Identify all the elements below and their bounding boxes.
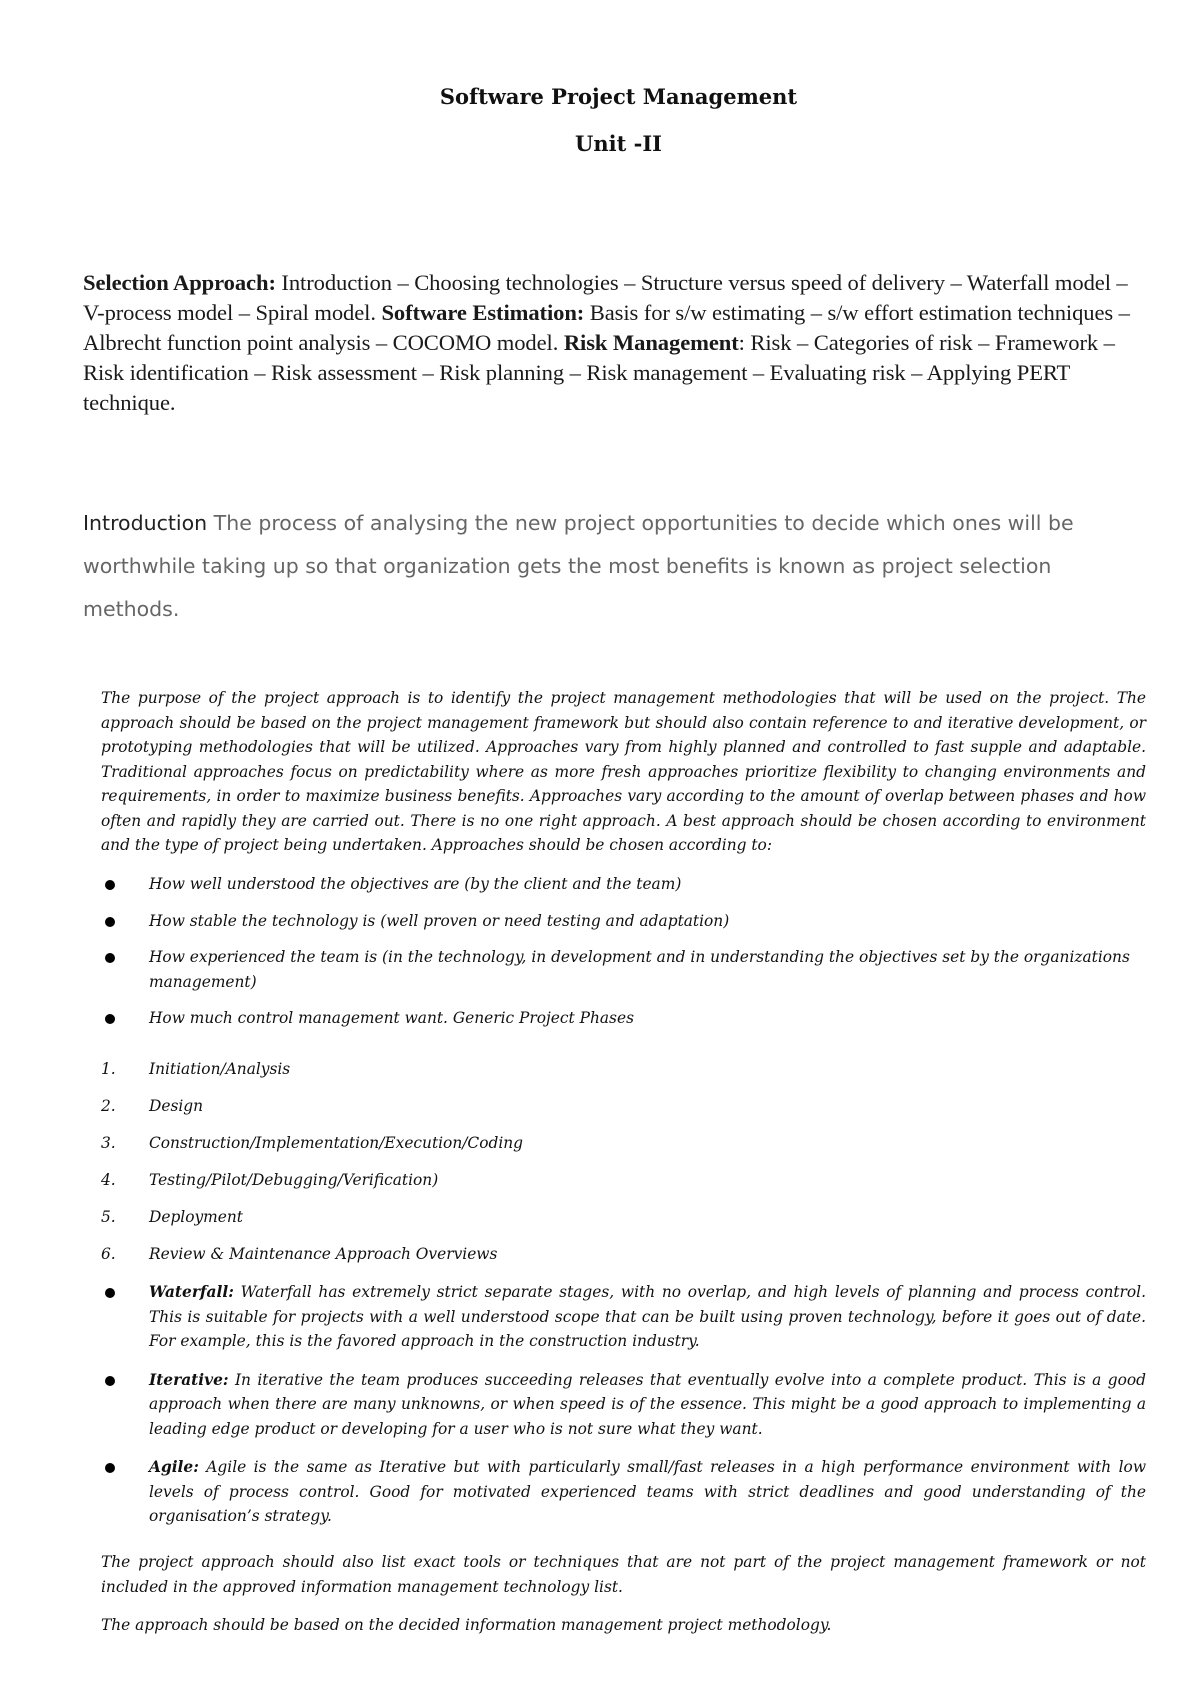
approach-text: Waterfall has extremely strict separate stages, with no overlap, and high levels of planning and process control. This is suitable for projects with a well understood scope that can be built using proven technology, before it goes out of date. For example, this is the favored approach in the construction industry. (149, 1283, 1146, 1350)
approaches-list (101, 1280, 1146, 1543)
phase-text: Testing/Pilot/Debugging/Verification) (149, 1171, 439, 1189)
approach-label-waterfall: Waterfall: (149, 1283, 234, 1301)
list-item (101, 1168, 1146, 1205)
phase-text: Design (149, 1097, 204, 1115)
bullet-icon (105, 880, 115, 890)
phase-number: 1. (101, 1060, 116, 1078)
phase-text: Deployment (149, 1208, 243, 1226)
phase-number: 3. (101, 1134, 116, 1152)
criteria-list (101, 872, 1146, 1043)
closing-paragraph: The project approach should also list exact tools or techniques that are not part of the project management framework or not included in the approved information management technology list. (101, 1553, 1146, 1596)
introduction-lead: Introduction (83, 511, 208, 535)
phase-text: Review & Maintenance Approach Overviews (149, 1245, 498, 1263)
unit-heading: Unit -II (575, 131, 662, 156)
closing-paragraph: The approach should be based on the decided information management project methodology. (101, 1616, 832, 1634)
syllabus-text-risk: : Risk – Categories of risk – Framework – Risk identification – Risk assessment – Risk planning – Risk management – Evaluating risk – Applying PERT technique. (83, 330, 1115, 415)
syllabus-paragraph (83, 268, 1143, 418)
list-item (101, 909, 1146, 934)
list-item (101, 1131, 1146, 1168)
phase-number: 2. (101, 1097, 116, 1115)
phase-number: 6. (101, 1245, 116, 1263)
list-item (101, 1094, 1146, 1131)
introduction-paragraph (83, 502, 1138, 631)
list-item (101, 1455, 1146, 1529)
introduction-text: The process of analysing the new project opportunities to decide which ones will be worthwhile taking up so that organization gets the most benefits is known as project selection methods. (83, 511, 1074, 621)
criteria-text: How experienced the team is (in the technology, in development and in understanding the objectives set by the organizations management) (149, 948, 1130, 991)
phases-list (101, 1057, 1146, 1279)
approach-text: In iterative the team produces succeeding releases that eventually evolve into a complete product. This is a good approach when there are many unknowns, or when speed is of the essence. This might be a good approach to implementing a leading edge product or developing for a user who is not sure what they want. (149, 1370, 1146, 1438)
document-title: Software Project Management (439, 84, 798, 109)
bullet-icon (105, 1463, 115, 1473)
bullet-icon (105, 1376, 115, 1386)
phase-number: 5. (101, 1208, 116, 1226)
list-item (101, 1057, 1146, 1094)
bullet-icon (105, 1014, 115, 1024)
list-item (101, 1006, 1146, 1031)
purpose-paragraph: The purpose of the project approach is to identify the project management methodologies that will be used on the project. The approach should be based on the project management framework but should also contain reference to and iterative development, or prototyping methodologies that will be utilized. Approaches vary from highly planned and controlled to fast supple and adaptable. Traditional approaches focus on predictability where as more fresh approaches prioritize flexibility to changing environments and requirements, in order to maximize business benefits. Approaches vary according to the amount of overlap between phases and how often and rapidly they are carried out. There is no one right approach. A best approach should be chosen according to environment and the type of project being undertaken. Approaches should be chosen according to: (101, 689, 1146, 854)
syllabus-text-selection: Introduction – Choosing technologies – Structure versus speed of delivery – Waterfall model – V-process model – Spiral model. (83, 270, 1128, 325)
syllabus-heading-selection: Selection Approach: (83, 270, 276, 295)
approach-label-agile: Agile: (149, 1458, 199, 1476)
phase-text: Construction/Implementation/Execution/Coding (149, 1134, 524, 1152)
syllabus-heading-estimation: Software Estimation: (381, 300, 585, 325)
list-item (101, 1205, 1146, 1242)
list-item (101, 1280, 1146, 1354)
bullet-icon (105, 1288, 115, 1298)
approach-text: Agile is the same as Iterative but with particularly small/fast releases in a high performance environment with low levels of process control. Good for motivated experienced teams with strict deadlines and good understanding of the organisation’s strategy. (149, 1458, 1146, 1525)
criteria-text: How well understood the objectives are (by the client and the team) (149, 875, 682, 893)
list-item (101, 1368, 1146, 1442)
phase-number: 4. (101, 1171, 116, 1189)
bullet-icon (105, 917, 115, 927)
list-item (101, 945, 1146, 994)
approach-label-iterative: Iterative: (149, 1370, 229, 1389)
syllabus-text-estimation: Basis for s/w estimating – s/w effort estimation techniques – Albrecht function point analysis – COCOMO model. (83, 300, 1130, 355)
bullet-icon (105, 953, 115, 963)
list-item (101, 872, 1146, 897)
criteria-text: How much control management want. Generic Project Phases (149, 1009, 634, 1027)
list-item (101, 1242, 1146, 1279)
criteria-text: How stable the technology is (well proven or need testing and adaptation) (149, 911, 730, 930)
syllabus-heading-risk: Risk Management (563, 330, 739, 355)
phase-text: Initiation/Analysis (149, 1060, 291, 1078)
